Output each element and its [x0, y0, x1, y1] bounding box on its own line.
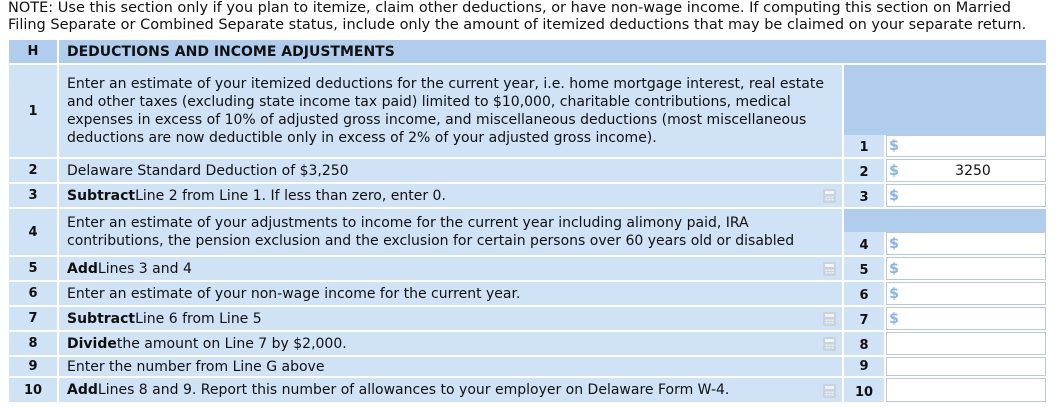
row-number: 4 [9, 209, 57, 255]
row-number: 5 [9, 257, 57, 280]
row-number: 7 [9, 307, 57, 330]
calculator-icon[interactable] [823, 312, 836, 326]
row-description [59, 378, 842, 402]
amount-field-line-10[interactable] [886, 378, 1046, 402]
dollar-sign: $ [889, 162, 899, 179]
line-number: 1 [844, 135, 884, 157]
line-number: 6 [844, 282, 884, 305]
line-number: 9 [844, 357, 884, 376]
dollar-sign: $ [889, 138, 899, 154]
dollar-sign: $ [889, 187, 899, 204]
amount-field-line-4[interactable] [886, 232, 1046, 255]
row-description [59, 282, 842, 305]
row-text: Lines 8 and 9. Report this number of allowances to your employer on Delaware Form W-4. [97, 382, 730, 398]
row-action: Add [67, 260, 98, 277]
line-number: 2 [844, 159, 884, 182]
amount-field-line-1[interactable] [886, 135, 1046, 157]
row-text: Enter the number from Line G above [67, 358, 325, 375]
row-description [59, 357, 842, 376]
deductions-table [9, 40, 1046, 402]
line-number: 5 [844, 257, 884, 280]
row-text: Lines 3 and 4 [97, 260, 192, 277]
amount-field-line-5[interactable] [886, 257, 1046, 280]
amount-field-line-7[interactable] [886, 307, 1046, 330]
amount-field-line-2[interactable] [886, 159, 1046, 182]
row-number: 1 [9, 65, 57, 157]
line-number: 8 [844, 332, 884, 355]
line-number: 3 [844, 184, 884, 207]
calculator-icon[interactable] [823, 262, 836, 276]
row-action: Divide [67, 335, 117, 352]
calculator-icon[interactable] [823, 189, 836, 203]
row-text: Line 2 from Line 1. If less than zero, enter 0. [135, 187, 446, 204]
line-number: 10 [844, 378, 884, 402]
amount-field-line-6[interactable] [886, 282, 1046, 305]
row-text: Enter an estimate of your non-wage income for the current year. [67, 285, 521, 302]
row-number: 2 [9, 159, 57, 182]
row-description [59, 184, 842, 207]
amount-field-line-3[interactable] [886, 184, 1046, 207]
line-number: 7 [844, 307, 884, 330]
row-action: Subtract [67, 187, 136, 204]
row-number: 6 [9, 282, 57, 305]
dollar-sign: $ [889, 285, 899, 302]
line-number: 4 [844, 232, 884, 255]
row-action: Subtract [67, 310, 136, 327]
row-description [59, 159, 842, 182]
row-description [59, 257, 842, 280]
row-text: the amount on Line 7 by $2,000. [116, 335, 347, 352]
row-number: 8 [9, 332, 57, 355]
amount-field-line-8[interactable] [886, 332, 1046, 355]
calculator-icon[interactable] [823, 337, 836, 351]
row-description: Enter an estimate of your adjustments to income for the current year including alimony paid, IRA contributions, the pension exclusion and the exclusion for certain persons over 60 years old or disabled [59, 209, 842, 255]
section-letter: H [9, 40, 57, 63]
row-number: 3 [9, 184, 57, 207]
row-description [59, 332, 842, 355]
row-text: Line 6 from Line 5 [135, 310, 262, 327]
amount-value: 3250 [955, 162, 991, 179]
row-text: Delaware Standard Deduction of $3,250 [67, 162, 349, 179]
section-note: NOTE: Use this section only if you plan to itemize, claim other deductions, or have non-wage income. If computing this section on Married Filing Separate or Combined Separate status, include only the amount of itemized deductions that may be claimed on your separate return. [8, 0, 1027, 33]
row-action: Add [67, 382, 98, 398]
section-title: DEDUCTIONS AND INCOME ADJUSTMENTS [59, 40, 1046, 63]
dollar-sign: $ [889, 260, 899, 277]
row-description: Enter an estimate of your itemized deductions for the current year, i.e. home mortgage interest, real estate and other taxes (excluding state income tax paid) limited to $10,000, charitable contributions, medical expenses in excess of 10% of adjusted gross income, and miscellaneous deductions (most miscellaneous deductions are now deductible only in excess of 2% of your adjusted gross income). [59, 65, 842, 157]
row-shaded-cell [844, 65, 1046, 135]
row-number: 10 [9, 378, 57, 402]
row-description [59, 307, 842, 330]
dollar-sign: $ [889, 310, 899, 327]
row-number: 9 [9, 357, 57, 376]
amount-field-line-9[interactable] [886, 357, 1046, 376]
dollar-sign: $ [889, 235, 899, 252]
calculator-icon[interactable] [823, 384, 836, 398]
row-shaded-cell [844, 209, 1046, 232]
